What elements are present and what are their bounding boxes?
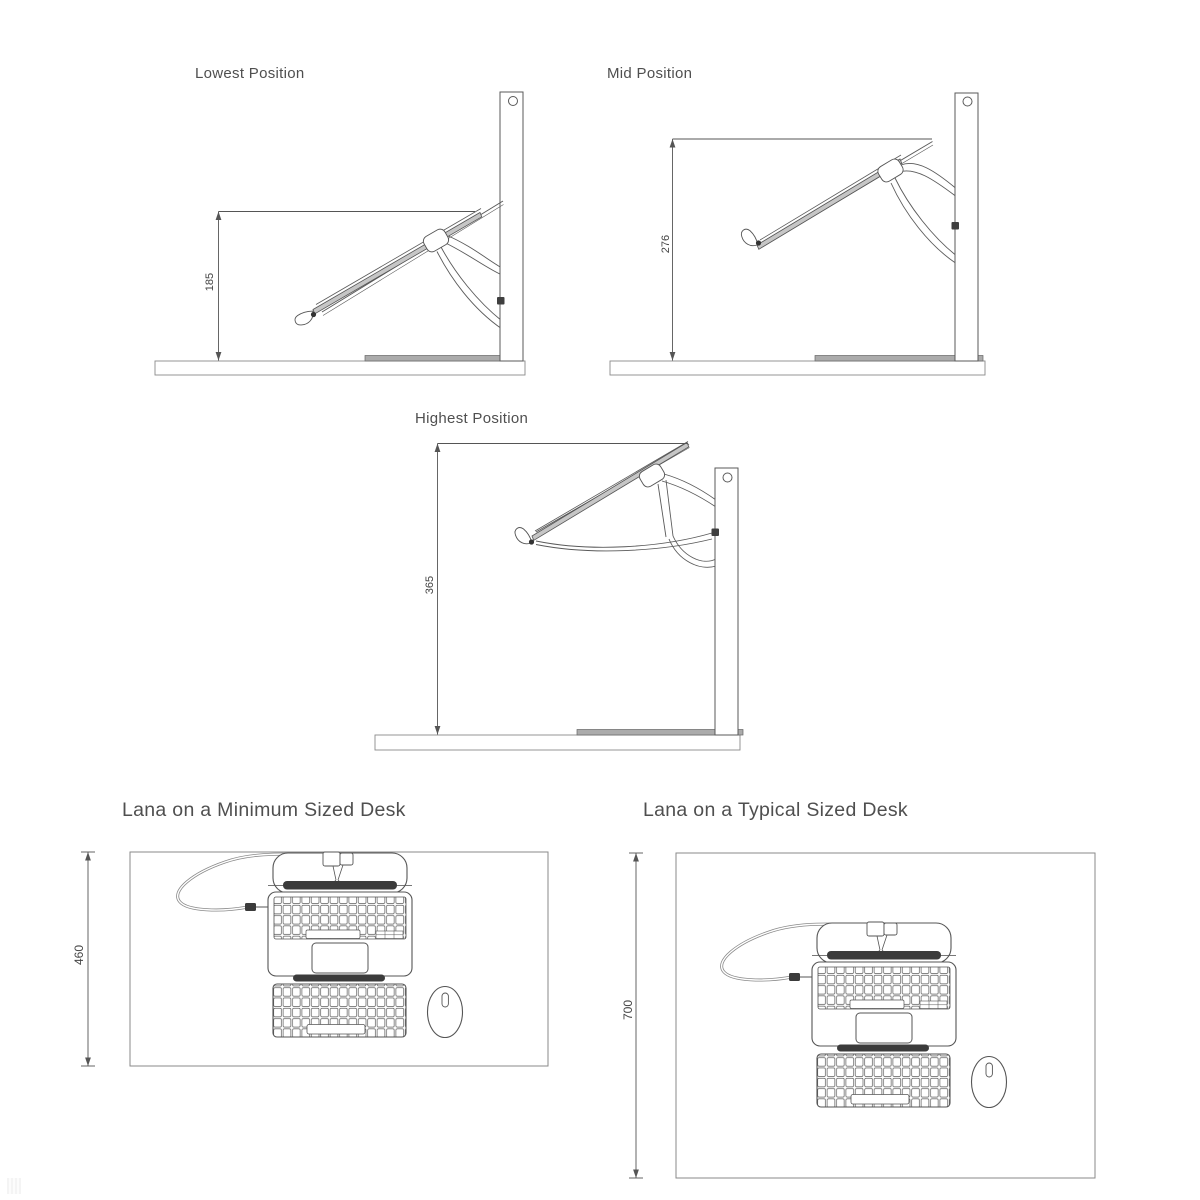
mid-position-drawing (605, 85, 990, 385)
laptop-tray-side (294, 201, 504, 327)
stand-post (715, 468, 738, 735)
dimension-value-min-desk: 460 (72, 944, 86, 966)
title-minimum-desk: Lana on a Minimum Sized Desk (122, 799, 406, 821)
corner-watermark (7, 1178, 21, 1194)
post-hole (723, 473, 732, 482)
adjustment-knob (712, 529, 720, 537)
post-hole (963, 97, 972, 106)
highest-position-drawing (370, 440, 750, 760)
dimension-value-mid: 276 (660, 234, 672, 254)
minimum-desk-drawing (80, 845, 570, 1080)
title-mid-position: Mid Position (607, 65, 693, 82)
support-arms (437, 235, 502, 329)
title-highest-position: Highest Position (415, 410, 529, 427)
desk-surface-side (155, 361, 525, 375)
adjustment-knob (952, 222, 960, 230)
desk-surface-side (375, 735, 740, 750)
stand-post (500, 92, 523, 361)
dimension-line-365 (435, 444, 688, 735)
dimension-value-typical-desk: 700 (621, 999, 635, 1021)
laptop-tray-side (739, 142, 933, 250)
dimension-line-700 (629, 853, 643, 1178)
desk-surface-side (610, 361, 985, 375)
dimension-line-460 (81, 852, 95, 1066)
title-typical-desk: Lana on a Typical Sized Desk (643, 799, 908, 821)
support-arms (891, 163, 956, 263)
typical-desk-drawing (625, 845, 1115, 1190)
dimension-value-lowest: 185 (204, 272, 216, 292)
laptop-tray-side (513, 442, 690, 548)
title-lowest-position: Lowest Position (195, 65, 305, 82)
dimension-value-highest: 365 (424, 575, 436, 595)
stand-base-plate (365, 356, 521, 362)
post-hole (509, 97, 518, 106)
adjustment-knob (497, 297, 505, 305)
lowest-position-drawing (150, 85, 535, 385)
